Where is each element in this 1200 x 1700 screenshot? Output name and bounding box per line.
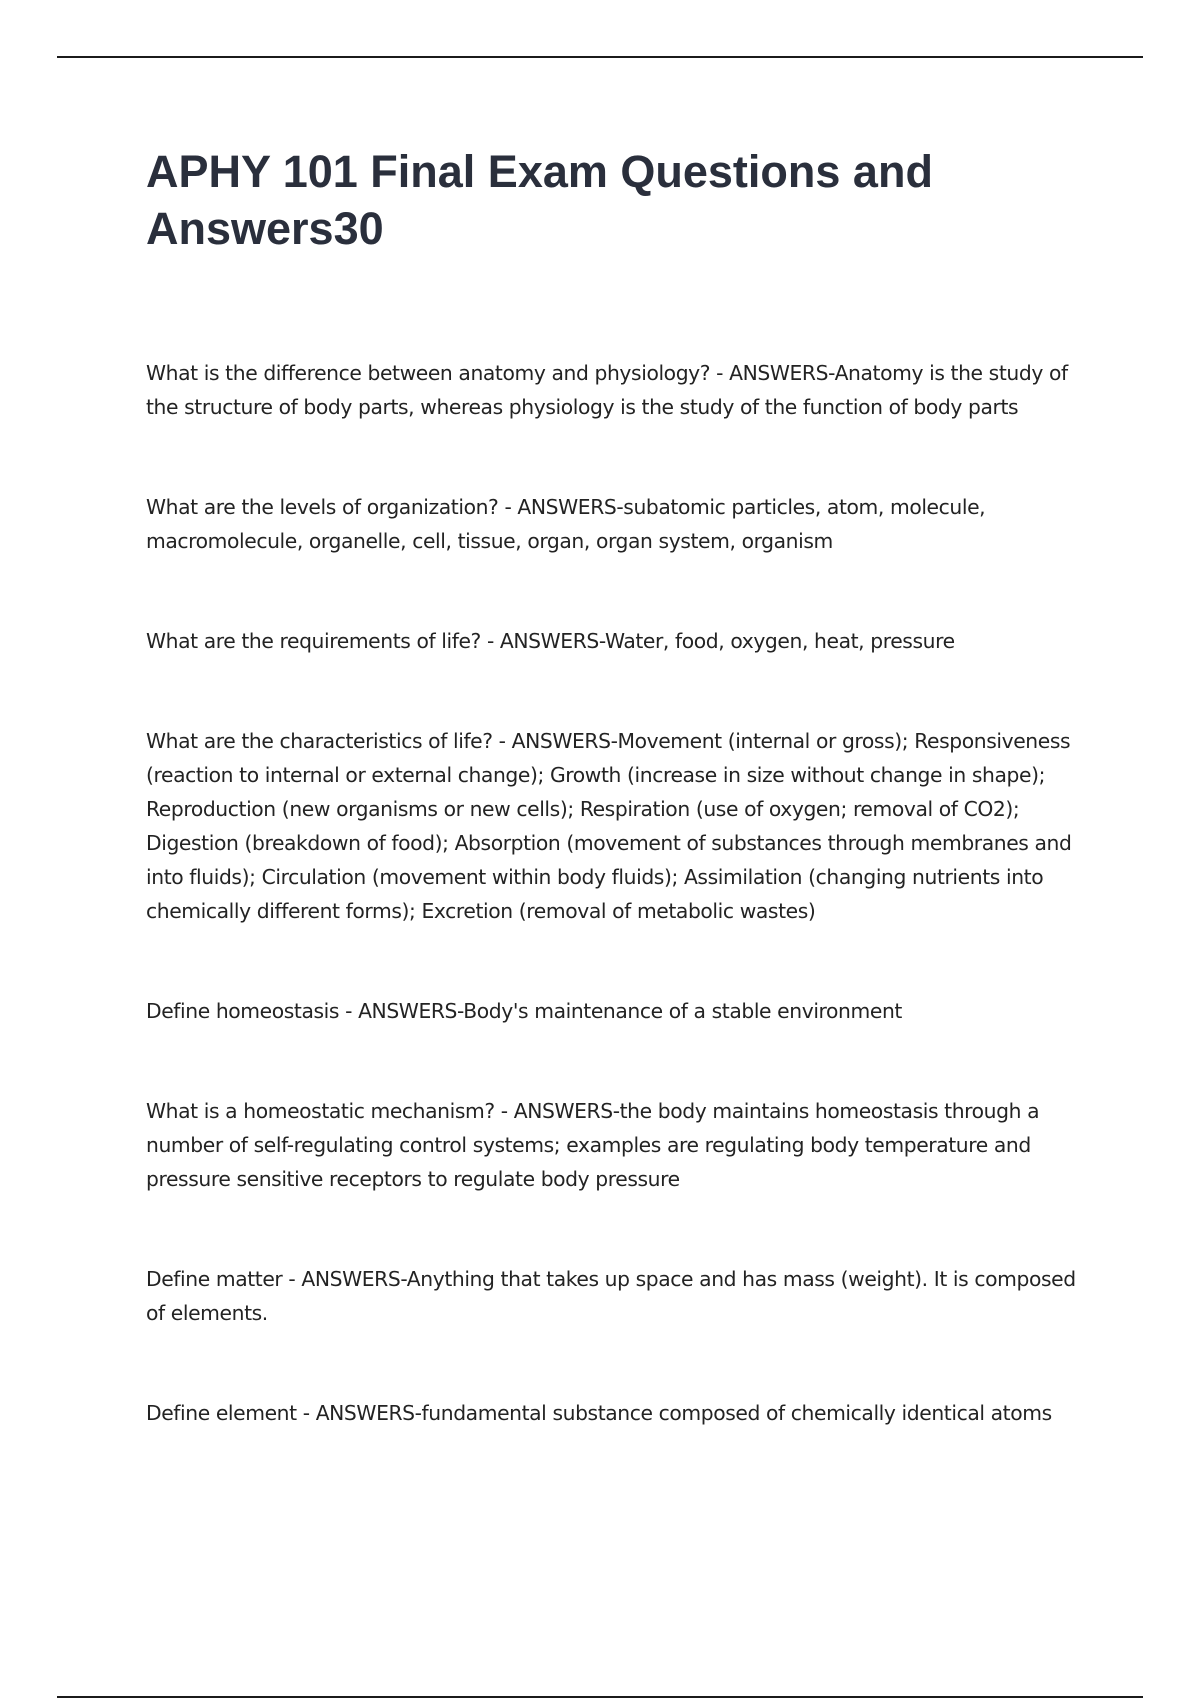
page-title: APHY 101 Final Exam Questions and Answers30	[146, 146, 933, 254]
qa-item: Define homeostasis - ANSWERS-Body's maintenance of a stable environment	[146, 999, 902, 1023]
bottom-rule	[57, 1696, 1143, 1698]
qa-item: What are the characteristics of life? - ANSWERS-Movement (internal or gross); Responsiveness (reaction to internal or external change); Growth (increase in size without change in shape); Reproduction (new organisms or new cells); Respiration (use of oxygen; removal of CO2); Digestion (breakdown of food); Absorption (movement of substances through membranes and into fluids); Circulation (movement within body fluids); Assimilation (changing nutrients into chemically different forms); Excretion (removal of metabolic wastes)	[146, 729, 1072, 923]
qa-item: What is a homeostatic mechanism? - ANSWERS-the body maintains homeostasis through a number of self-regulating control systems; examples are regulating body temperature and pressure sensitive receptors to regulate body pressure	[146, 1099, 1040, 1191]
qa-item: What is the difference between anatomy and physiology? - ANSWERS-Anatomy is the study of the structure of body parts, whereas physiology is the study of the function of body parts	[146, 361, 1068, 419]
qa-item: What are the levels of organization? - ANSWERS-subatomic particles, atom, molecule, macromolecule, organelle, cell, tissue, organ, organ system, organism	[146, 495, 986, 553]
qa-item: Define element - ANSWERS-fundamental substance composed of chemically identical atoms	[146, 1401, 1052, 1425]
qa-item: Define matter - ANSWERS-Anything that takes up space and has mass (weight). It is composed of elements.	[146, 1267, 1076, 1325]
qa-list	[146, 356, 1081, 1496]
qa-item: What are the requirements of life? - ANSWERS-Water, food, oxygen, heat, pressure	[146, 629, 955, 653]
top-rule	[57, 56, 1143, 58]
